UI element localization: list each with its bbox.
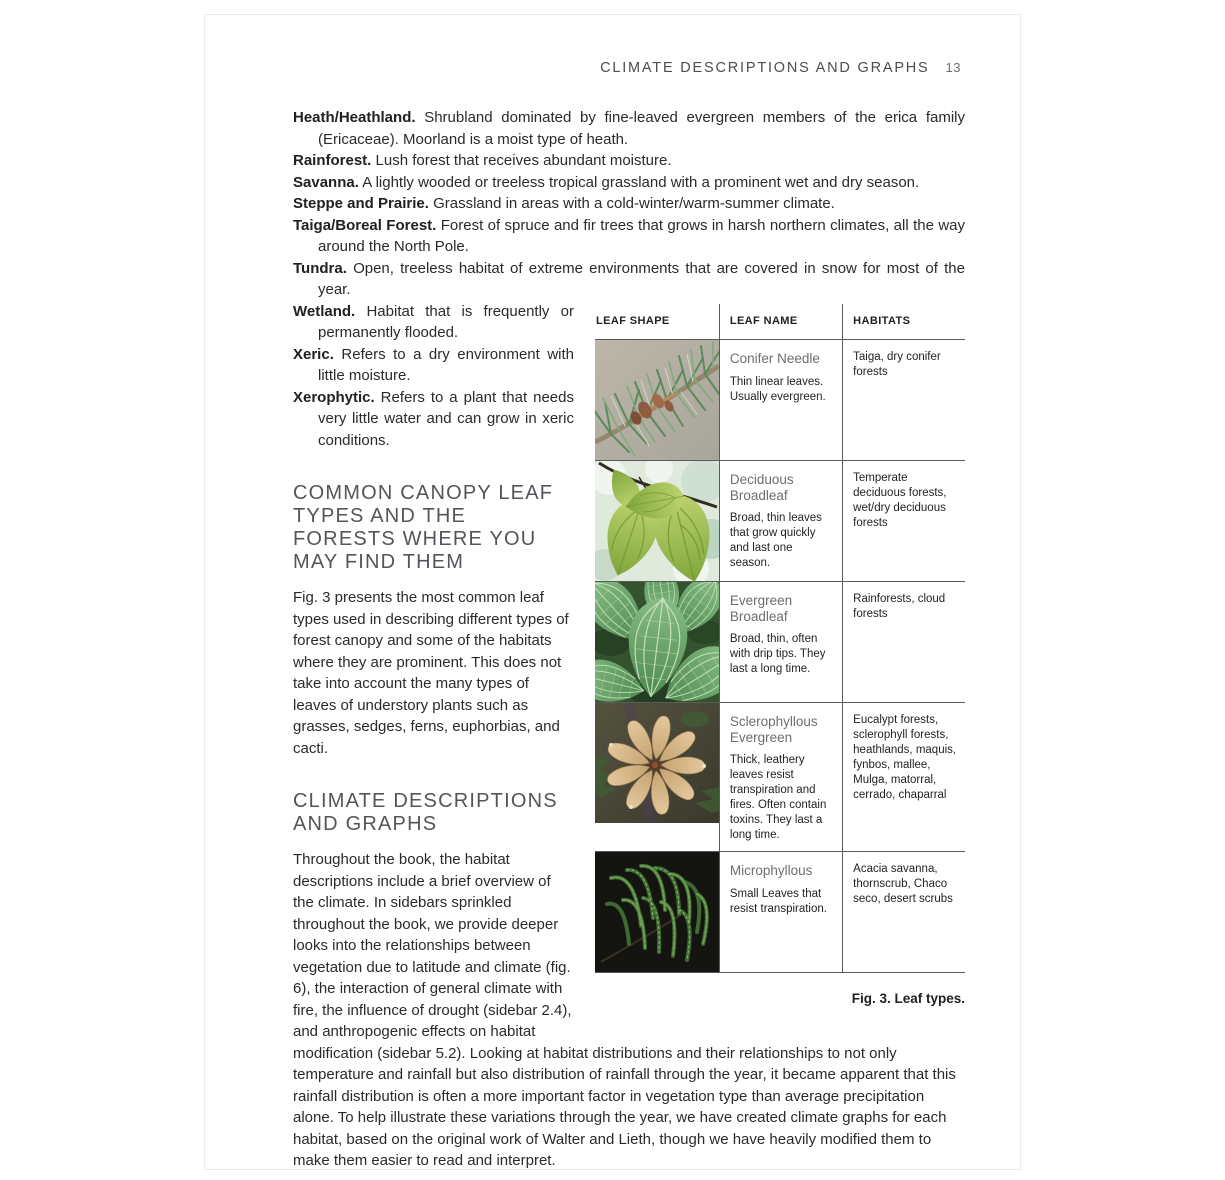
leaf-name: Deciduous Broadleaf	[729, 472, 794, 503]
glossary-text: Refers to a plant that needs very little water and can grow in xeric conditions.	[318, 388, 574, 449]
leaf-name: Evergreen Broadleaf	[729, 593, 793, 624]
leaf-description: Thick, leathery leaves resist transpiration and fires. Often contain toxins. They last a long time.	[729, 754, 827, 841]
glossary-term: Savanna.	[293, 173, 359, 191]
glossary-text: Forest of spruce and fir trees that grows in harsh northern climates, all the way around the North Pole.	[318, 216, 966, 255]
leaf-photo-cell	[595, 340, 719, 461]
leaf-photo-cell	[595, 582, 719, 703]
leaf-description: Thin linear leaves. Usually evergreen.	[729, 375, 826, 403]
habitats-cell: Temperate deciduous forests, wet/dry deciduous forests	[843, 461, 965, 582]
glossary-entry-heath	[293, 107, 965, 150]
table-row	[595, 703, 965, 852]
leaf-types-figure	[595, 304, 965, 1010]
column-header-leaf-name: LEAF NAME	[719, 304, 842, 340]
leaf-photo-cell	[595, 852, 719, 973]
leaf-name: Conifer Needle	[729, 351, 820, 366]
running-head-title: CLIMATE DESCRIPTIONS AND GRAPHS	[600, 60, 930, 76]
section-body-common-canopy: Fig. 3 presents the most common leaf types used in describing different types of forest canopy and some of the habitats where they are prominent. This does not take into account the many types of leaves of understory plants such as grasses, sedges, ferns, euphorbias, and cacti.	[293, 589, 569, 757]
leaf-photo-cell	[595, 461, 719, 582]
column-header-habitats: HABITATS	[843, 304, 965, 340]
leaf-name-cell	[719, 461, 842, 582]
glossary-term: Tundra.	[293, 259, 347, 277]
sclerophyllous-evergreen-photo	[595, 703, 719, 823]
table-row	[595, 852, 965, 973]
running-head	[293, 59, 965, 77]
table-row	[595, 461, 965, 582]
glossary-entry-savanna	[293, 172, 965, 194]
book-page	[204, 14, 1021, 1170]
glossary-text: Shrubland dominated by fine-leaved evergreen members of the erica family (Ericaceae). Moorland is a moist type of heath.	[318, 109, 965, 148]
glossary-term: Rainforest.	[293, 152, 372, 169]
glossary-entry-rainforest	[293, 150, 965, 172]
leaf-types-table	[595, 304, 965, 974]
page-number: 13	[945, 60, 961, 75]
column-header-leaf-shape: LEAF SHAPE	[595, 304, 719, 340]
leaf-name-cell	[719, 703, 842, 852]
leaf-name: Microphyllous	[729, 863, 813, 878]
glossary-text: Grassland in areas with a cold-winter/warm-summer climate.	[433, 195, 835, 212]
figure-caption: Fig. 3. Leaf types.	[851, 991, 965, 1006]
glossary-text: Refers to a dry environment with little moisture.	[318, 345, 574, 384]
leaf-name: Sclerophyllous Evergreen	[729, 714, 818, 745]
table-header-row	[595, 304, 965, 340]
microphyllous-photo	[595, 852, 719, 972]
glossary-text: A lightly wooded or treeless tropical grassland with a prominent wet and dry season.	[362, 173, 920, 191]
habitats-cell: Rainforests, cloud forests	[843, 582, 965, 703]
section-body-climate: Throughout the book, the habitat descriptions include a brief overview of the climate. In sidebars sprinkled throughout the book, we provide deeper looks into the relationships between vegetation due to latitude and climate (fig. 6), the interaction of general climate with fire, the influence of drought (sidebar 2.4), and anthropogenic effects on habitat modification (sidebar 5.2). Looking at habitat distributions and their relationships to not only temperature and rainfall but also distribution of rainfall through the year, it became apparent that this rainfall distribution is often a more important factor in vegetation type than average precipitation alone. To help illustrate these variations through the year, we have created climate graphs for each habitat, based on the original work of Walter and Lieth, though we have heavily modified them to make them easier to read and interpret.	[293, 851, 956, 1169]
page-content	[293, 107, 965, 1172]
glossary-text: Habitat that is frequently or permanently flooded.	[318, 302, 574, 341]
glossary-term: Taiga/Boreal Forest.	[293, 216, 437, 234]
glossary-entry-steppe	[293, 193, 965, 215]
glossary-term: Xerophytic.	[293, 388, 375, 406]
leaf-description: Small Leaves that resist transpiration.	[729, 887, 827, 915]
leaf-photo-cell	[595, 703, 719, 852]
section-heading-common-canopy: COMMON CANOPY LEAF TYPES AND THE FORESTS WHERE YOU MAY FIND THEM	[293, 482, 554, 573]
glossary-text: Lush forest that receives abundant moisture.	[375, 152, 672, 169]
conifer-needle-photo	[595, 340, 719, 460]
table-row	[595, 340, 965, 461]
habitats-cell: Eucalypt forests, sclerophyll forests, heathlands, maquis, fynbos, mallee, Mulga, matorral, cerrado, chaparral	[843, 703, 965, 852]
leaf-name-cell	[719, 582, 842, 703]
leaf-name-cell	[719, 340, 842, 461]
habitats-cell: Acacia savanna, thornscrub, Chaco seco, desert scrubs	[843, 852, 965, 973]
glossary-text: Open, treeless habitat of extreme environments that are covered in snow for most of the year.	[318, 259, 965, 298]
glossary-term: Wetland.	[293, 302, 356, 320]
glossary-term: Heath/Heathland.	[293, 109, 416, 126]
habitats-cell: Taiga, dry conifer forests	[843, 340, 965, 461]
glossary-entry-taiga	[293, 215, 965, 258]
leaf-description: Broad, thin, often with drip tips. They last a long time.	[729, 633, 826, 675]
glossary-entry-tundra	[293, 258, 965, 301]
leaf-name-cell	[719, 852, 842, 973]
section-heading-climate: CLIMATE DESCRIPTIONS AND GRAPHS	[293, 790, 558, 835]
table-row	[595, 582, 965, 703]
glossary-term: Steppe and Prairie.	[293, 195, 429, 212]
evergreen-broadleaf-photo	[595, 582, 719, 702]
deciduous-broadleaf-photo	[595, 461, 719, 581]
glossary-term: Xeric.	[293, 345, 334, 363]
leaf-description: Broad, thin leaves that grow quickly and last one season.	[729, 512, 822, 569]
